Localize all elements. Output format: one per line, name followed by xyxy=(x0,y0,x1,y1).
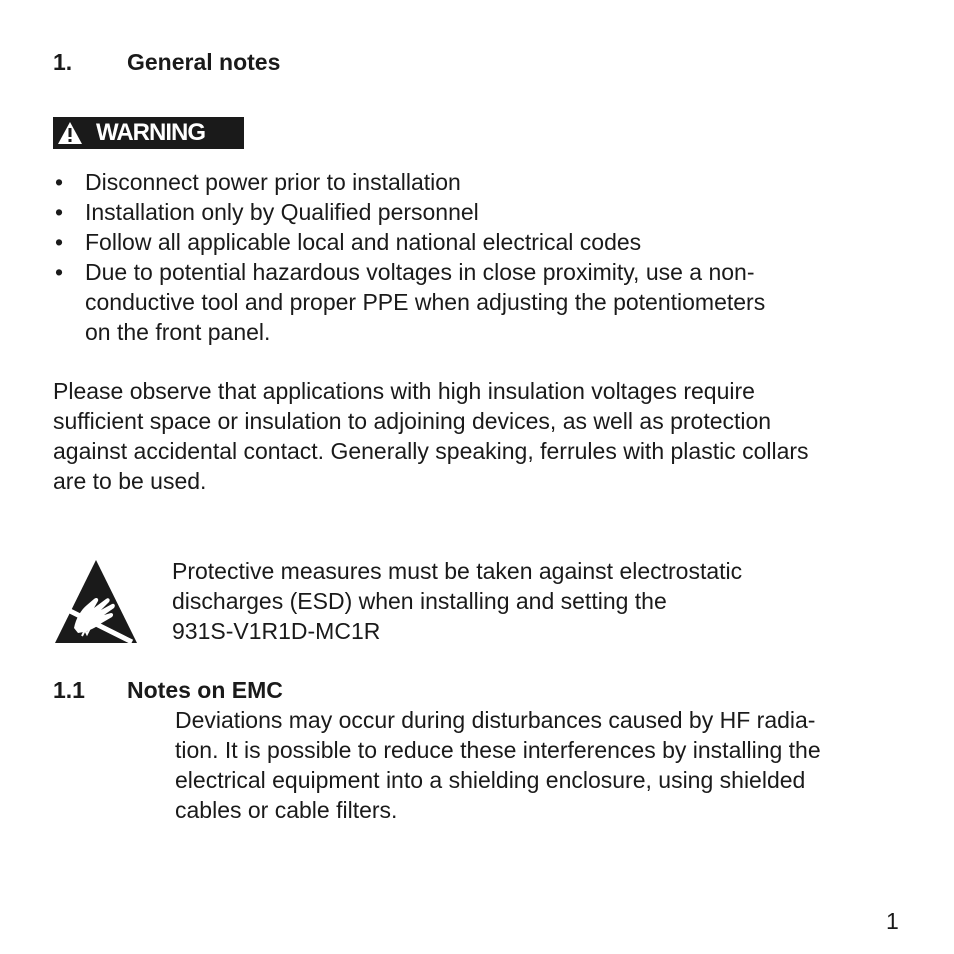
list-item xyxy=(53,197,913,227)
warning-list xyxy=(53,167,913,347)
paragraph-line: against accidental contact. Generally speaking, ferrules with plastic collars xyxy=(53,438,809,464)
subsection-title: Notes on EMC xyxy=(127,677,283,703)
paragraph-line: Deviations may occur during disturbances caused by HF radia- xyxy=(175,707,816,733)
list-item-text: on the front panel. xyxy=(85,319,271,345)
warning-banner xyxy=(53,117,244,149)
subsection-number: 1.1 xyxy=(53,677,85,703)
list-item xyxy=(53,257,913,347)
emc-paragraph xyxy=(175,705,905,825)
esd-note-line: discharges (ESD) when installing and setting the xyxy=(172,588,667,614)
insulation-paragraph xyxy=(53,376,913,496)
section-title: General notes xyxy=(127,49,281,75)
list-item-text: conductive tool and proper PPE when adjusting the potentiometers xyxy=(85,289,766,315)
paragraph-line: electrical equipment into a shielding enclosure, using shielded xyxy=(175,767,806,793)
list-item-text: • Disconnect power prior to installation xyxy=(85,169,461,195)
esd-note-line: Protective measures must be taken against electrostatic xyxy=(172,558,743,584)
section-heading xyxy=(53,48,280,76)
list-item-text: • Due to potential hazardous voltages in close proximity, use a non- xyxy=(85,259,755,285)
paragraph-line: tion. It is possible to reduce these interferences by installing the xyxy=(175,737,821,763)
list-item xyxy=(53,227,913,257)
paragraph-line: sufficient space or insulation to adjoining devices, as well as protection xyxy=(53,408,772,434)
warning-triangle-icon xyxy=(57,121,83,145)
paragraph-line: cables or cable filters. xyxy=(175,797,398,823)
paragraph-line: are to be used. xyxy=(53,468,207,494)
esd-sensitive-icon xyxy=(54,558,138,644)
warning-label: WARNING xyxy=(96,119,205,146)
list-item-text: • Installation only by Qualified personnel xyxy=(85,199,479,225)
subsection-heading xyxy=(53,676,283,704)
paragraph-line: Please observe that applications with high insulation voltages require xyxy=(53,378,755,404)
section-number: 1. xyxy=(53,49,73,75)
list-item xyxy=(53,167,913,197)
list-item-text: • Follow all applicable local and national electrical codes xyxy=(85,229,642,255)
esd-note-line: 931S-V1R1D-MC1R xyxy=(172,618,381,644)
esd-note xyxy=(172,556,832,646)
page-number: 1 xyxy=(886,908,899,934)
